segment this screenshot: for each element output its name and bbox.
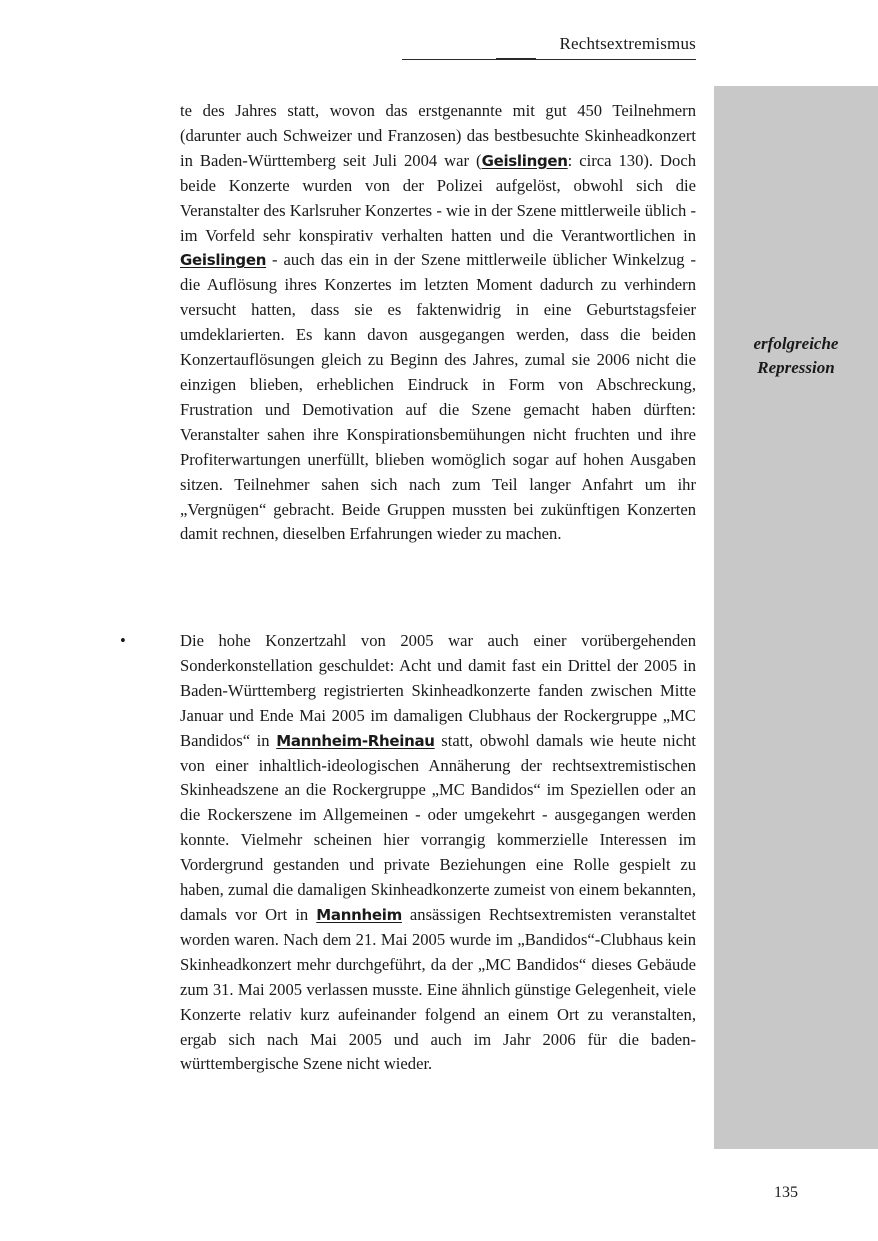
paragraph-text: te des Jahres statt, wovon das erstgenannte mit gut 450 Teilnehmern (darunter auch Schweizer und Franzosen) das bestbesuchte Skinheadkonzert in Baden-Württemberg seit Juli 2004 war (: [180, 101, 696, 170]
margin-note: [714, 332, 878, 380]
place-link-mannheim[interactable]: Mannheim: [316, 905, 402, 924]
place-link-geislingen[interactable]: Geislingen: [180, 251, 267, 270]
bullet-point: •: [120, 631, 126, 650]
margin-sidebar: [714, 86, 878, 1149]
place-link-mannheim-rheinau[interactable]: Mannheim-Rheinau: [276, 731, 435, 750]
paragraph-text: - auch das ein in der Szene mittlerweile üblicher Winkelzug - die Auflösung ihres Konzertes im letzten Moment dadurch zu verhindern versucht hatten, dass sie es faktenwidrig in eine Geburtstagsfeier umdeklarierten. Es kann davon ausgegangen werden, dass die beiden Konzertauflösungen gleich zu Beginn des Jahres, zumal sie 2006 nicht die einzigen blieben, erheblichen Eindruck in Form von Abschreckung, Frustration und Demotivation auf die Szene gemacht haben dürften: Veranstalter sahen ihre Konspirationsbemühungen nicht fruchten und ihre Profiterwartungen unerfüllt, blieben womöglich sogar auf hohen Ausgaben sitzen. Teilnehmer sahen sich nach zum Teil langer Anfahrt um ihr „Vergnügen“ gebracht. Beide Gruppen mussten bei zukünftigen Konzerten damit rechnen, dieselben Erfahrungen wieder zu machen.: [180, 250, 696, 544]
place-link-geislingen[interactable]: Geislingen: [481, 151, 568, 170]
header-rule-accent: [496, 58, 536, 60]
page-number: 135: [774, 1184, 798, 1201]
margin-note-line-2: Repression: [757, 358, 835, 377]
paragraph-text: Die hohe Konzertzahl von 2005 war auch einer vorübergehenden Sonderkonstellation geschuldet: Acht und damit fast ein Drittel der 2005 in Baden-Württemberg registrierten Skinheadkonzerte fanden zwischen Mitte Januar und Ende Mai 2005 im damaligen Clubhaus der Rockergruppe „MC Bandidos“ in: [180, 631, 696, 750]
paragraph-text: statt, obwohl damals wie heute nicht von einer inhaltlich-ideologischen Annäherung der rechtsextremistischen Skinheadszene an die Rockergruppe „MC Bandidos“ im Speziellen oder an die Rockerszene im Allgemeinen - oder umgekehrt - ausgegangen werden konnte. Vielmehr scheinen hier vorrangig kommerzielle Interessen im Vordergrund gestanden und private Beziehungen eine Rolle gespielt zu haben, zumal die damaligen Skinheadkonzerte zumeist von einem bekannten, damals vor Ort in: [180, 730, 696, 924]
paragraph-text: ansässigen Rechtsextremisten veranstaltet worden waren. Nach dem 21. Mai 2005 wurde im „Bandidos“-Clubhaus kein Skinheadkonzert mehr durchgeführt, da der „MC Bandidos“ dieses Gebäude zum 31. Mai 2005 verlassen musste. Eine ähnlich günstige Gelegenheit, viele Konzerte relativ kurz aufeinander folgend an einem Ort zu veranstalten, ergab sich nach Mai 2005 und auch im Jahr 2006 für die baden-württembergische Szene nicht wieder.: [180, 904, 697, 1074]
running-header-title: Rechtsextremismus: [559, 34, 696, 53]
paragraph-text: : circa 130). Doch beide Konzerte wurden von der Polizei aufgelöst, obwohl sich die Veranstalter des Karlsruher Konzertes - wie in der Szene mittlerweile üblich - im Vorfeld sehr konspirativ verhalten hatten und die Verantwortlichen in: [180, 150, 697, 245]
margin-note-line-1: erfolgreiche: [753, 334, 839, 353]
body-paragraph-2: [180, 629, 696, 1077]
body-paragraph-1: [180, 99, 696, 547]
header-rule: [402, 59, 696, 60]
